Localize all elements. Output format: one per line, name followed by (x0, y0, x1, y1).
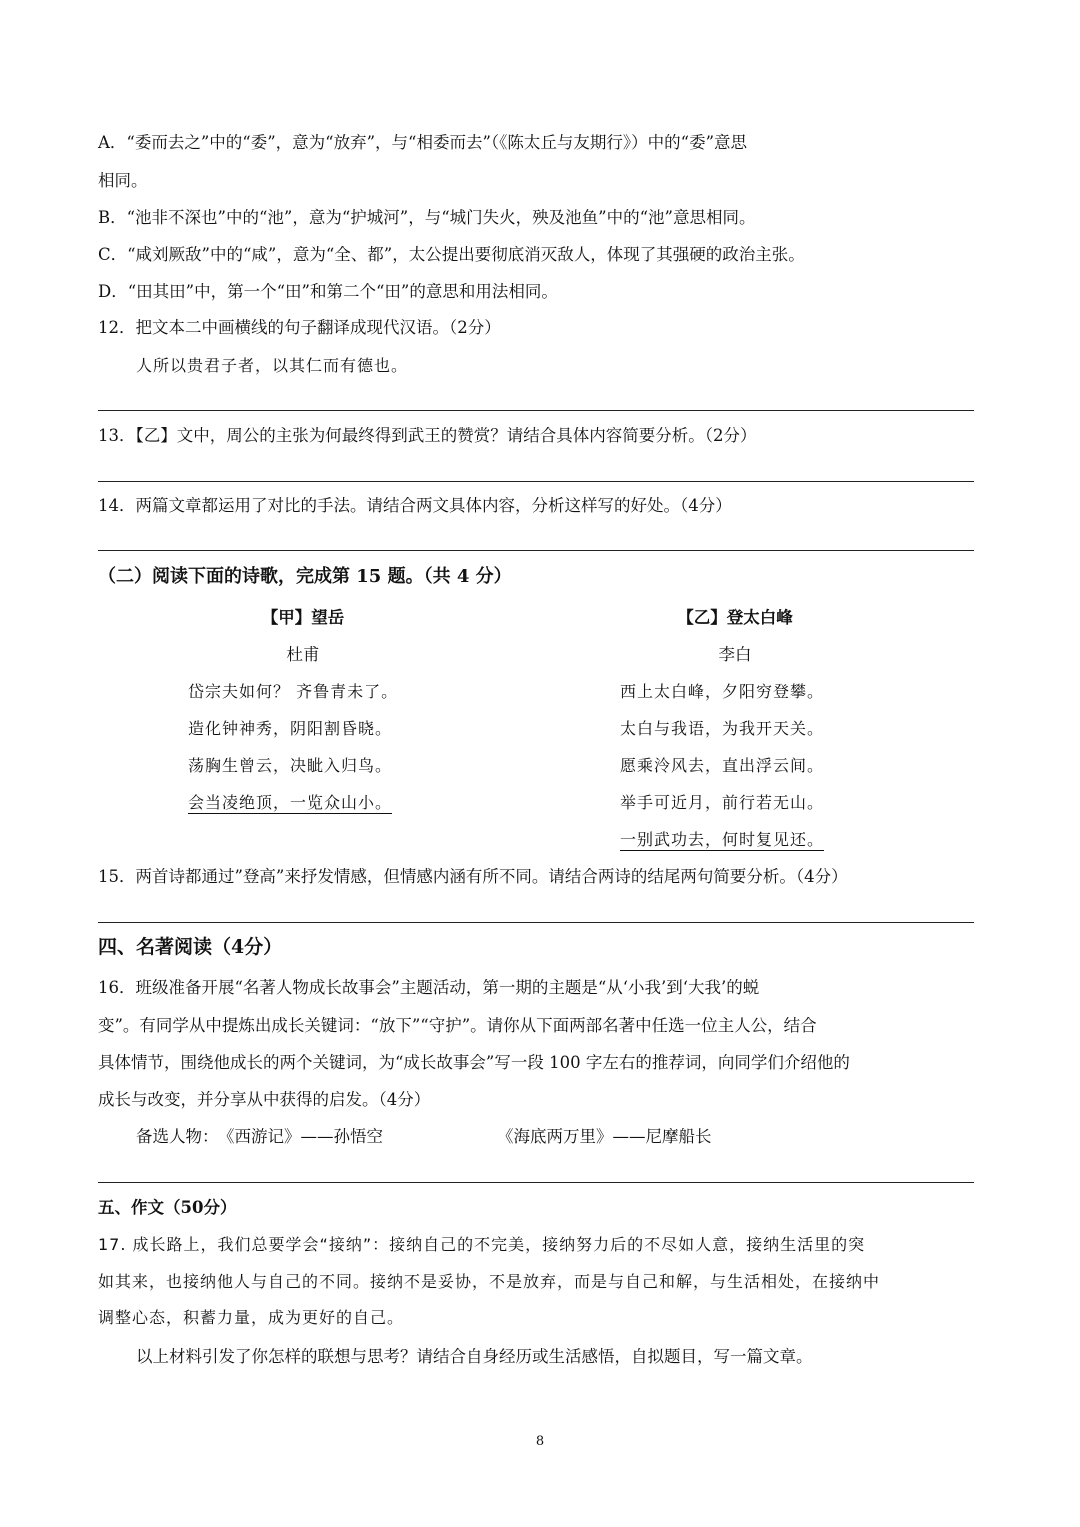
candidate-2: 《海底两万里》——尼摩船长 (497, 1127, 712, 1146)
question-17-line: 调整心态，积蓄力量，成为更好的自己。 (98, 1308, 405, 1327)
section-4-heading: 四、名著阅读（4分） (98, 936, 283, 958)
poem-a-line: 岱宗夫如何？ 齐鲁青未了。 (188, 682, 399, 701)
poem-b-title: 【乙】登太白峰 (677, 608, 793, 627)
question-14: 14．两篇文章都运用了对比的手法。请结合两文具体内容，分析这样写的好处。（4分） (98, 496, 732, 515)
page-number: 8 (535, 1434, 545, 1449)
poem-b-line-underlined: 一别武功去，何时复见还。 (620, 830, 825, 849)
answer-line[interactable] (98, 481, 974, 482)
option-c: C．“咸刘厥敌”中的“咸”，意为“全、都”，太公提出要彻底消灭敌人，体现了其强硬的政治主张。 (98, 245, 805, 264)
question-15: 15．两首诗都通过”登高”来抒发情感，但情感内涵有所不同。请结合两诗的结尾两句简要分析。（4分） (98, 867, 848, 886)
poem-a-author: 杜甫 (286, 645, 320, 664)
question-12: 12．把文本二中画横线的句子翻译成现代汉语。（2分） (98, 318, 501, 337)
answer-line[interactable] (98, 410, 974, 411)
question-17-line: 如其来，也接纳他人与自己的不同。接纳不是妥协，不是放弃，而是与自己和解，与生活相处，在接纳中 (98, 1272, 881, 1291)
option-b: B．“池非不深也”中的“池”，意为“护城河”，与“城门失火，殃及池鱼”中的“池”意思相同。 (98, 208, 756, 227)
section-5-heading: 五、作文（50分） (98, 1198, 237, 1217)
poem-b-line: 太白与我语，为我开天关。 (620, 719, 825, 738)
poem-a-line: 造化钟神秀，阴阳割昏晓。 (188, 719, 393, 738)
question-16-line: 具体情节，围绕他成长的两个关键词，为“成长故事会”写一段 100 字左右的推荐词，向同学们介绍他的 (98, 1053, 850, 1072)
answer-line[interactable] (98, 550, 974, 551)
option-a-line1: A．“委而去之”中的“委”，意为“放弃”，与“相委而去”（《陈太丘与友期行》）中的“委”意思 (98, 133, 748, 152)
question-16-line: 成长与改变，并分享从中获得的启发。（4分） (98, 1090, 431, 1109)
poem-b-author: 李白 (718, 645, 752, 664)
question-13: 13．【乙】文中，周公的主张为何最终得到武王的赞赏？请结合具体内容简要分析。（2分） (98, 426, 757, 445)
poem-a-line: 荡胸生曾云，决眦入归鸟。 (188, 756, 393, 775)
poem-b-line: 举手可近月，前行若无山。 (620, 793, 825, 812)
question-17-line: 17. 成长路上，我们总要学会“接纳”：接纳自己的不完美，接纳努力后的不尽如人意，接纳生活里的突 (98, 1235, 866, 1254)
option-a-line2: 相同。 (98, 171, 148, 190)
question-12-sentence: 人所以贵君子者，以其仁而有德也。 (136, 356, 409, 375)
section-2-heading: （二）阅读下面的诗歌，完成第 15 题。（共 4 分） (98, 566, 512, 587)
poem-b-line: 西上太白峰，夕阳穷登攀。 (620, 682, 825, 701)
candidate-1: 《西游记》——孙悟空 (218, 1127, 383, 1146)
question-16-line: 变”。有同学从中提炼出成长关键词：“放下”“守护”。请你从下面两部名著中任选一位主人公，结合 (98, 1016, 817, 1035)
answer-line[interactable] (98, 1182, 974, 1183)
question-17-prompt: 以上材料引发了你怎样的联想与思考？请结合自身经历或生活感悟，自拟题目，写一篇文章。 (136, 1347, 813, 1366)
poem-a-title: 【甲】望岳 (261, 608, 345, 627)
answer-line[interactable] (98, 922, 974, 923)
question-16-line: 16．班级准备开展“名著人物成长故事会”主题活动，第一期的主题是“从‘小我’到‘大我’的蜕 (98, 978, 760, 997)
poem-a-line-underlined: 会当凌绝顶，一览众山小。 (188, 793, 393, 812)
poem-b-line: 愿乘泠风去，直出浮云间。 (620, 756, 825, 775)
candidates-label: 备选人物： (136, 1127, 219, 1146)
option-d: D．“田其田”中，第一个“田”和第二个“田”的意思和用法相同。 (98, 282, 558, 301)
